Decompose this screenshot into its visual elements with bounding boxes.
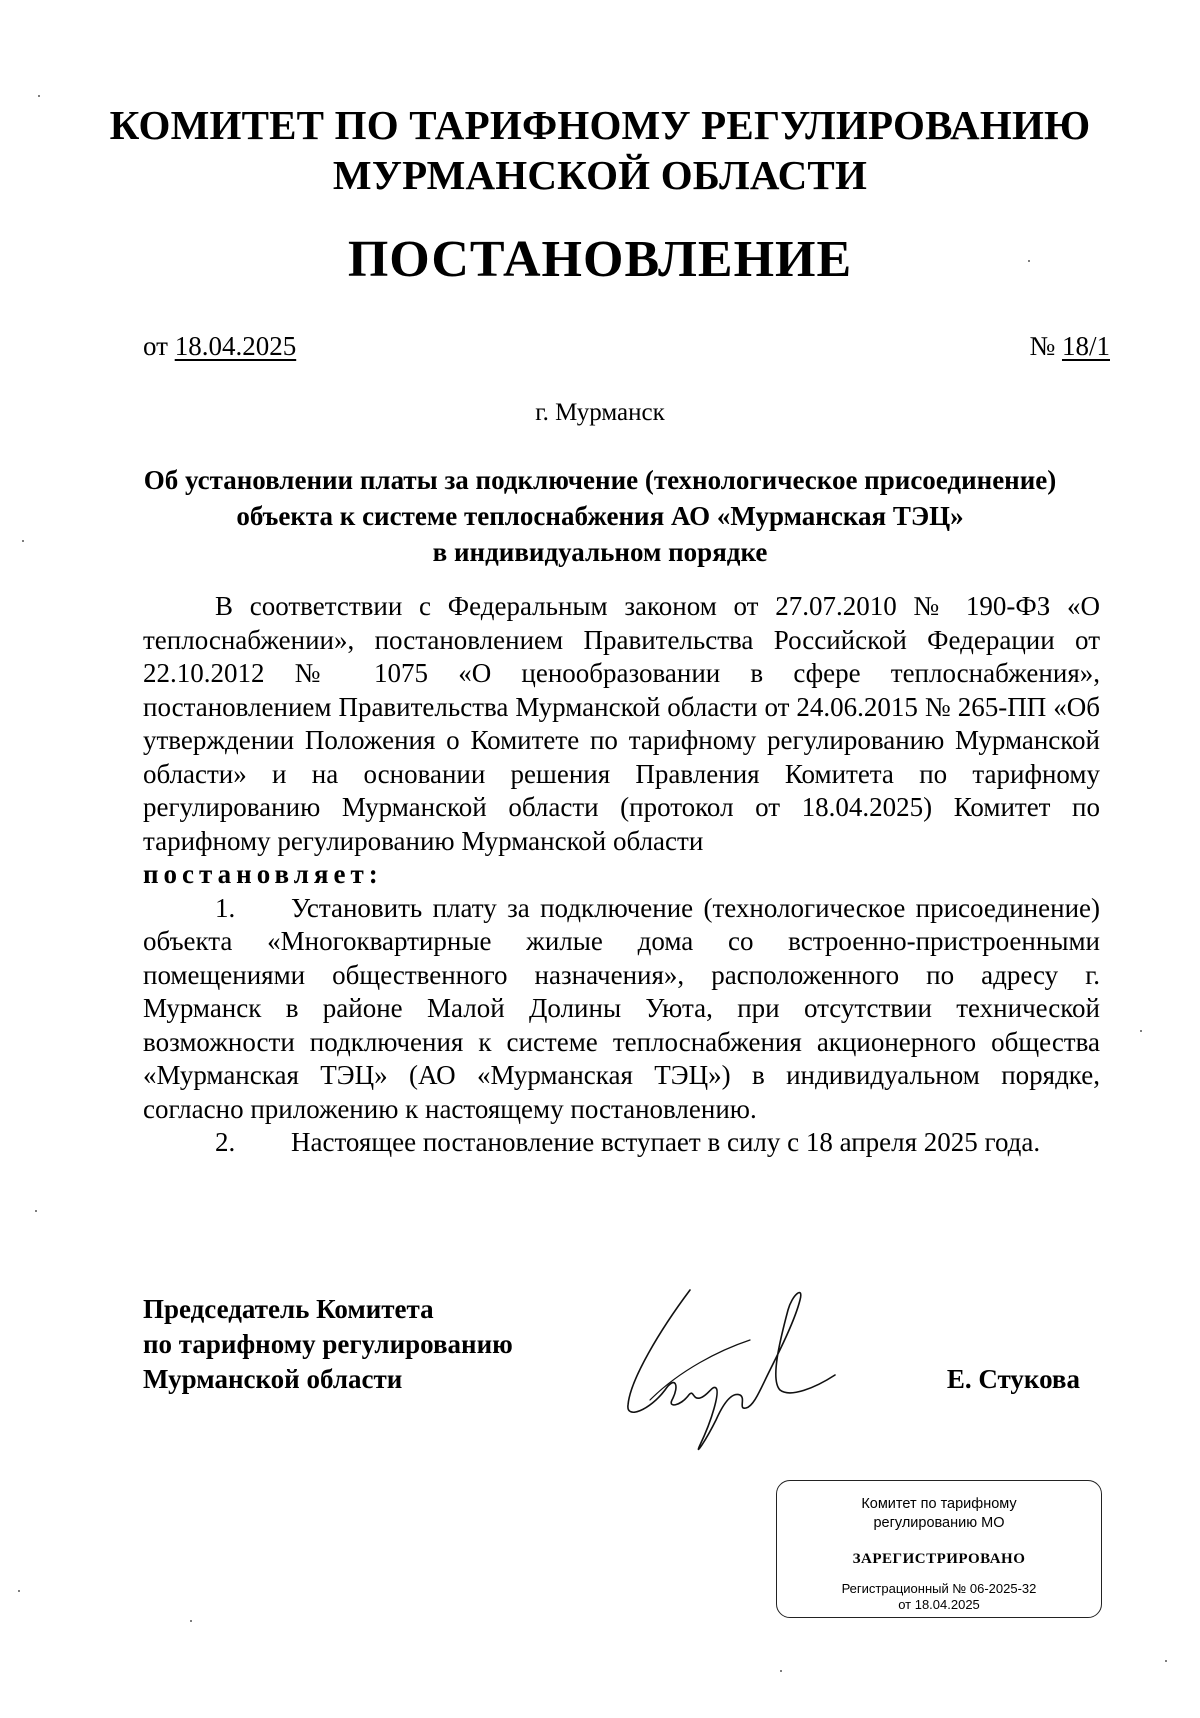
scan-speck [780,1670,782,1672]
scan-speck [190,1620,192,1622]
scan-speck [1140,1030,1142,1032]
document-title [120,462,1080,570]
item-text: Установить плату за подключение (технологическое присоединение) объекта «Многоквартирные жилые дома со встроенно-пристроенными помещениями общественного назначения», расположенного по адресу г. Мурманск в районе Малой Долины Уюта, при отсутствии технической возможности подключения к системе теплоснабжения акционерного общества «Мурманская ТЭЦ» (АО «Мурманская ТЭЦ») в индивидуальном порядке, согласно приложению к настоящему постановлению. [143,892,1100,1124]
number-prefix: № [1029,331,1056,361]
issuing-organization [0,100,1200,200]
list-item [143,892,1100,1127]
item-text: Настоящее постановление вступает в силу с 18 апреля 2025 года. [291,1127,1041,1157]
scan-speck [1028,260,1030,262]
resolves-line [143,858,1100,892]
org-line-2: МУРМАНСКОЙ ОБЛАСТИ [332,152,868,198]
position-line-3: Мурманской области [143,1364,403,1394]
title-line-2: объекта к системе теплоснабжения АО «Мурманская ТЭЦ» [236,501,964,531]
item-number: 2. [215,1127,236,1157]
stamp-reg-date: от 18.04.2025 [898,1597,980,1612]
list-item [143,1126,1100,1160]
handwritten-signature [620,1270,860,1470]
date-value: 18.04.2025 [174,331,297,361]
scan-speck [18,1590,20,1592]
signatory-name: Е. Стукова [946,1364,1080,1394]
stamp-status: ЗАРЕГИСТРИРОВАНО [852,1551,1026,1567]
scan-speck [22,540,24,542]
registration-stamp [776,1480,1102,1618]
resolves-colon: : [368,859,383,889]
stamp-org-line-2: регулированию МО [873,1515,1005,1531]
resolves-word: постановляет [143,859,369,889]
date-prefix: от [143,331,168,361]
scan-speck [38,95,40,97]
item-number: 1. [215,892,236,923]
title-line-3: в индивидуальном порядке [432,537,768,567]
stamp-reg-number: Регистрационный № 06-2025-32 [841,1581,1037,1596]
stamp-registration [777,1581,1101,1613]
stamp-org-line-1: Комитет по тарифному [861,1496,1017,1512]
document-date [143,330,296,362]
document-number [1029,330,1110,362]
scan-speck [35,1210,37,1212]
stamp-organization [777,1495,1101,1533]
scan-speck [1165,1660,1167,1662]
signatory-position [143,1292,513,1397]
position-line-2: по тарифному регулированию [143,1329,513,1359]
title-line-1: Об установлении платы за подключение (технологическое присоединение) [143,465,1057,495]
city: г. Мурманск [535,399,665,426]
number-value: 18/1 [1061,331,1110,361]
document-type: ПОСТАНОВЛЕНИЕ [347,231,853,288]
position-line-1: Председатель Комитета [143,1294,434,1324]
org-line-1: КОМИТЕТ ПО ТАРИФНОМУ РЕГУЛИРОВАНИЮ [109,102,1091,148]
preamble: В соответствии с Федеральным законом от 27.07.2010 № 190-ФЗ «О теплоснабжении», постановлением Правительства Российской Федерации от 22.10.2012 № 1075 «О ценообразовании в сфере теплоснабжения», постановлением Правительства Мурманской области от 24.06.2015 № 265-ПП «Об утверждении Положения о Комитете по тарифному регулированию Мурманской области» и на основании решения Правления Комитета по тарифному регулированию Мурманской области (протокол от 18.04.2025) Комитет по тарифному регулированию Мурманской области [143,591,1100,856]
document-body [143,590,1100,1160]
